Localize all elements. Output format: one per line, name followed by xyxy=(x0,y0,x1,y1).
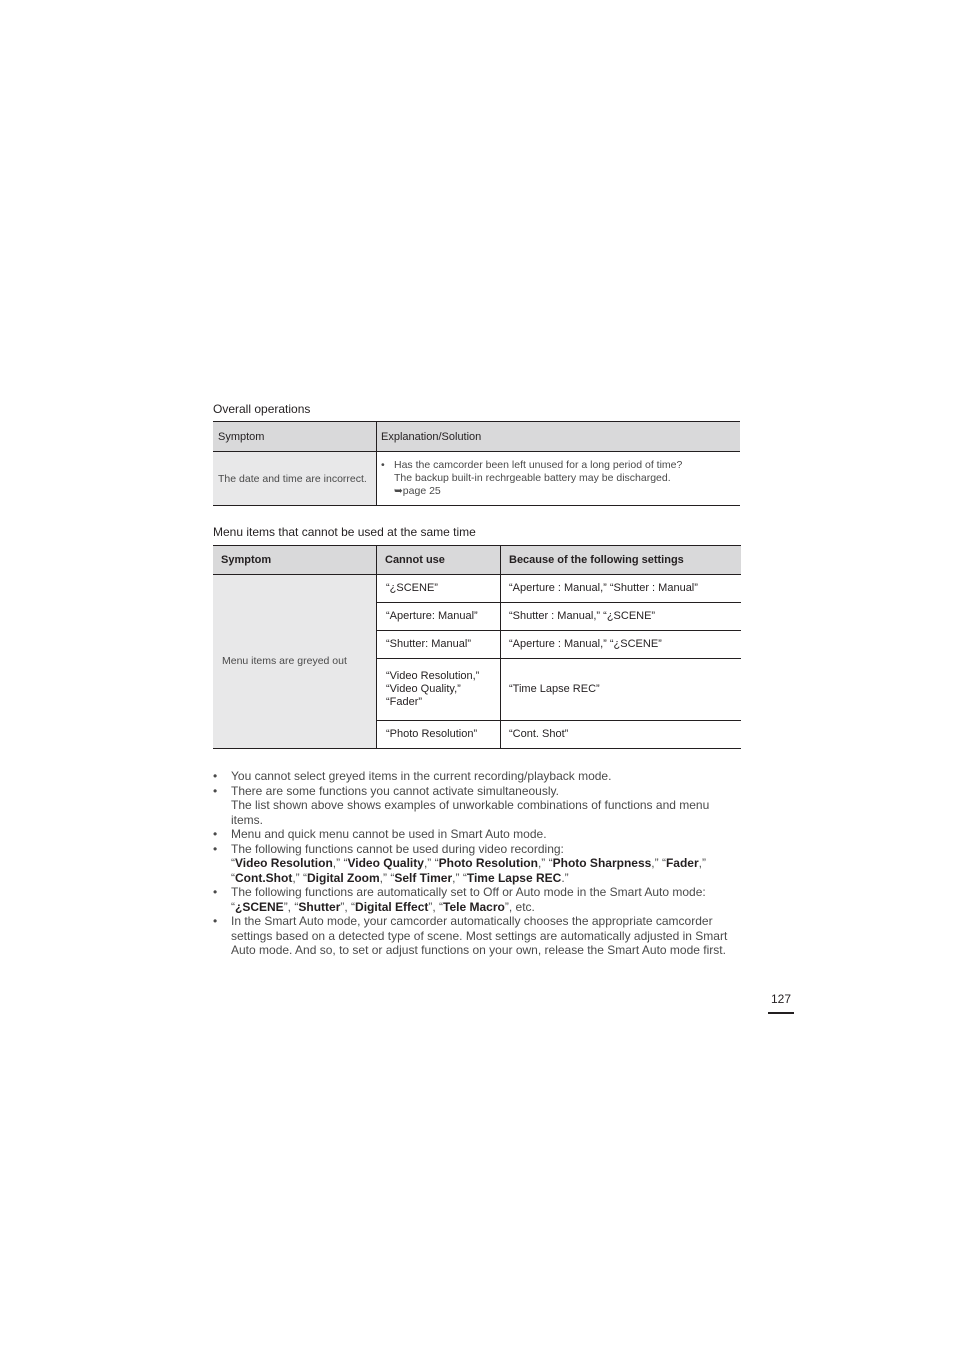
function-name: Video Resolution xyxy=(235,856,333,870)
note-text: You cannot select greyed items in the current recording/playback mode. xyxy=(231,769,612,783)
because-cell: “Time Lapse REC” xyxy=(501,659,742,721)
list-item xyxy=(213,914,743,958)
function-name: Self Timer xyxy=(394,870,453,885)
cannot-use-line: “Video Quality,” xyxy=(386,683,461,695)
list-item xyxy=(213,827,743,842)
function-name: Video Quality xyxy=(347,856,424,870)
function-name: Digital Effect xyxy=(355,899,429,914)
menu-items-title: Menu items that cannot be used at the same time xyxy=(213,525,476,539)
note-text: Menu and quick menu cannot be used in Smart Auto mode. xyxy=(231,827,547,841)
bullet: • xyxy=(213,841,218,856)
function-name: Photo Sharpness xyxy=(552,856,652,870)
solution-line: Has the camcorder been left unused for a long period of time? xyxy=(394,459,683,471)
list-item xyxy=(213,842,743,886)
function-name: Digital Zoom xyxy=(307,870,380,885)
header-because: Because of the following settings xyxy=(501,546,742,575)
overall-operations-title: Overall operations xyxy=(213,402,311,416)
bullet: • xyxy=(381,459,385,471)
function-name: Fader xyxy=(665,856,699,870)
function-list: “¿SCENE”, “Shutter”, “Digital Effect”, “Tele Macro”, etc. xyxy=(231,899,535,914)
table-row xyxy=(213,575,741,603)
function-name: Photo Resolution xyxy=(438,856,538,870)
bullet: • xyxy=(213,827,218,841)
cannot-use-line: “Fader” xyxy=(386,696,423,708)
list-item xyxy=(213,885,743,914)
menu-items-table xyxy=(213,545,741,749)
page-reference: ➥page 25 xyxy=(394,485,441,497)
table-row xyxy=(213,452,740,506)
header-symptom: Symptom xyxy=(213,546,377,575)
header-explanation: Explanation/Solution xyxy=(377,422,741,452)
symptom-cell: The date and time are incorrect. xyxy=(213,452,377,506)
table-header-row xyxy=(213,422,740,452)
list-item xyxy=(213,769,743,784)
bullet: • xyxy=(213,769,218,783)
cannot-use-line: “Video Resolution,” xyxy=(386,670,480,682)
note-text: There are some functions you cannot activate simultaneously. xyxy=(231,783,559,798)
solution-cell xyxy=(377,452,741,506)
note-text: The following functions are automatically set to Off or Auto mode in the Smart Auto mode: xyxy=(231,885,706,899)
because-cell: “Shutter : Manual,” “¿SCENE” xyxy=(501,603,742,631)
because-cell: “Aperture : Manual,” “Shutter : Manual” xyxy=(501,575,742,603)
because-cell: “Cont. Shot” xyxy=(501,721,742,749)
function-list: “Video Resolution,” “Video Quality,” “Photo Resolution,” “Photo Sharpness,” “Fader,” “Cont.Shot,” “Digital Zoom,” “Self Timer,” “Time Lapse REC.” xyxy=(231,856,706,885)
bullet: • xyxy=(213,914,218,928)
table-header-row xyxy=(213,546,741,575)
overall-operations-table xyxy=(213,421,740,506)
bullet: • xyxy=(213,783,218,798)
page-number: 127 xyxy=(768,992,794,1014)
function-name: Shutter xyxy=(298,899,341,914)
function-name: Tele Macro xyxy=(443,899,505,914)
header-symptom: Symptom xyxy=(213,422,377,452)
function-name: Time Lapse REC xyxy=(466,870,562,885)
cannot-use-cell xyxy=(377,659,501,721)
note-text: The list shown above shows examples of unworkable combinations of functions and menu items. xyxy=(231,798,710,827)
cannot-use-cell: “Shutter: Manual” xyxy=(377,631,501,659)
bullet: • xyxy=(213,885,218,899)
note-text: The following functions cannot be used during video recording: xyxy=(231,841,564,856)
symptom-cell: Menu items are greyed out xyxy=(213,575,377,749)
header-cannot-use: Cannot use xyxy=(377,546,501,575)
function-name: ¿SCENE xyxy=(235,899,284,914)
solution-line: The backup built-in rechrgeable battery may be discharged. xyxy=(394,472,671,484)
function-name: Cont.Shot xyxy=(235,870,293,885)
note-text: In the Smart Auto mode, your camcorder automatically chooses the appropriate camcorder settings based on a detected type of scene. Most settings are automatically adjusted in Smart Auto mode. And so, to set or adjust functions on your own, release the Smart Auto mode first. xyxy=(231,914,728,957)
cannot-use-cell: “Aperture: Manual” xyxy=(377,603,501,631)
cannot-use-cell: “Photo Resolution” xyxy=(377,721,501,749)
list-item xyxy=(213,784,743,828)
cannot-use-cell: “¿SCENE” xyxy=(377,575,501,603)
notes-list xyxy=(213,769,743,958)
because-cell: “Aperture : Manual,” “¿SCENE” xyxy=(501,631,742,659)
note-text: etc. xyxy=(515,899,535,914)
